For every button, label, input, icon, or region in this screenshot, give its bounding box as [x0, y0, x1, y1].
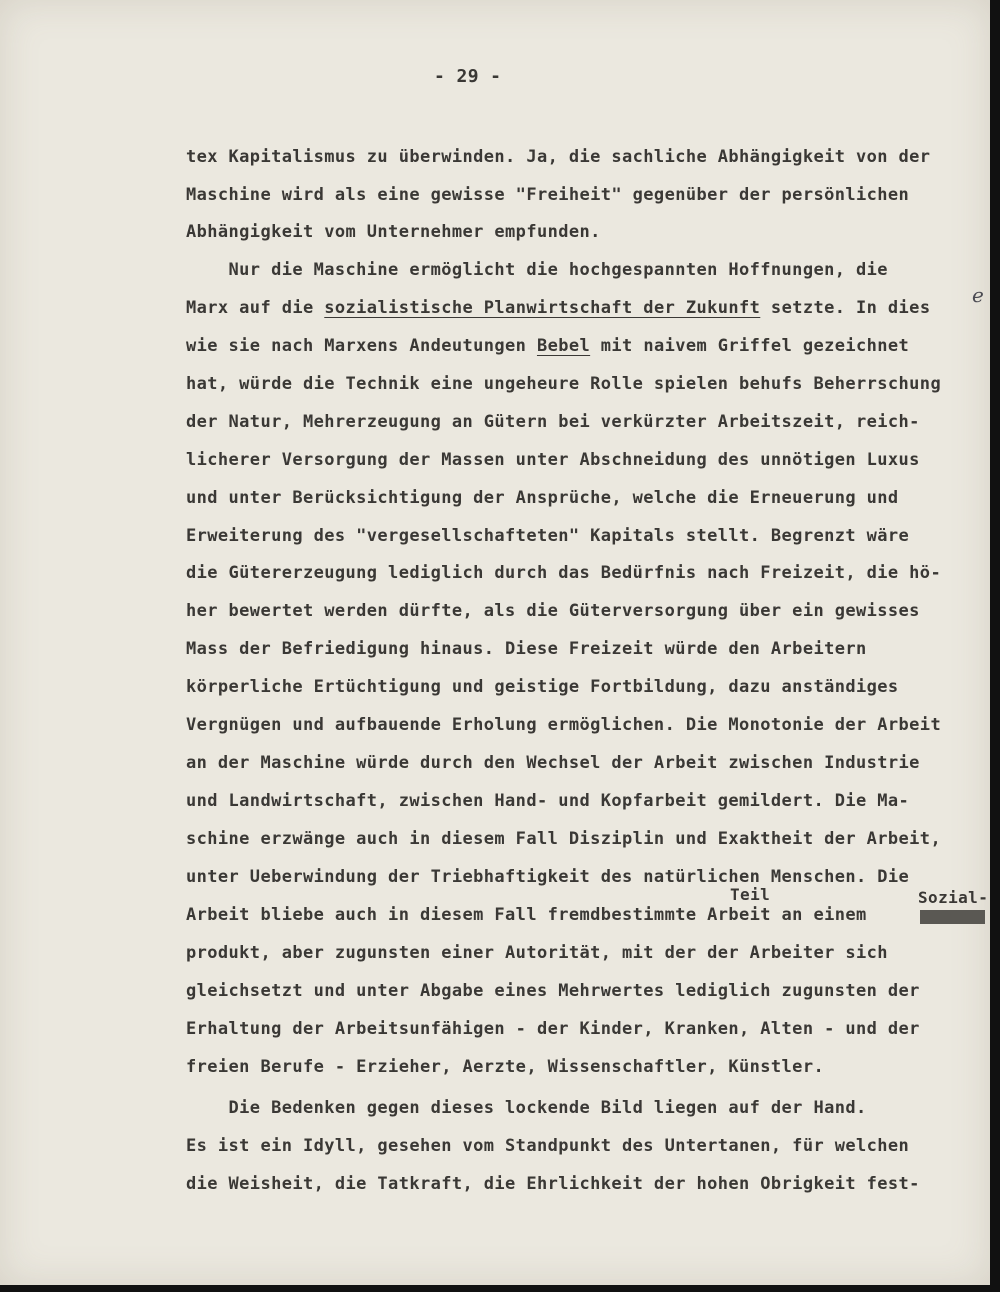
inserted-word-sozial: Sozial- [918, 888, 989, 907]
text-line: Nur die Maschine ermöglicht die hochgespannten Hoffnungen, die [186, 260, 888, 280]
text-line: Arbeit bliebe auch in diesem Fall fremdbestimmte Arbeit an einem [186, 905, 867, 925]
text-line: freien Berufe - Erzieher, Aerzte, Wissenschaftler, Künstler. [186, 1057, 825, 1077]
text-line: Vergnügen und aufbauende Erholung ermöglichen. Die Monotonie der Arbeit [186, 715, 942, 735]
text-segment: mit naivem Griffel gezeichnet [590, 336, 910, 356]
margin-correction-mark: e [972, 283, 984, 307]
text-line: tex Kapitalismus zu überwinden. Ja, die sachliche Abhängigkeit von der [186, 147, 931, 167]
text-line: Maschine wird als eine gewisse "Freiheit" gegenüber der persönlichen [186, 185, 910, 205]
underlined-phrase: sozialistische Planwirtschaft der Zukunft [324, 298, 761, 318]
text-line: produkt, aber zugunsten einer Autorität, mit der der Arbeiter sich [186, 943, 888, 963]
text-line [186, 336, 909, 356]
text-line: die Gütererzeugung lediglich durch das Bedürfnis nach Freizeit, die hö- [186, 563, 942, 583]
text-line: schine erzwänge auch in diesem Fall Disziplin und Exaktheit der Arbeit, [186, 829, 942, 849]
text-segment: setzte. In dies [760, 298, 931, 318]
text-line [186, 298, 930, 318]
text-segment: Marx auf die [186, 298, 325, 318]
text-line: her bewertet werden dürfte, als die Güterversorgung über ein gewisses [186, 601, 920, 621]
text-line: Die Bedenken gegen dieses lockende Bild liegen auf der Hand. [186, 1098, 867, 1118]
text-line: der Natur, Mehrerzeugung an Gütern bei verkürzter Arbeitszeit, reich- [186, 412, 920, 432]
text-line: an der Maschine würde durch den Wechsel der Arbeit zwischen Industrie [186, 753, 920, 773]
struck-out-word [920, 910, 985, 924]
underlined-name: Bebel [536, 336, 591, 356]
scan-border-bottom [0, 1285, 1000, 1292]
text-line: gleichsetzt und unter Abgabe eines Mehrwertes lediglich zugunsten der [186, 981, 920, 1001]
text-line: Abhängigkeit vom Unternehmer empfunden. [186, 222, 601, 242]
text-line: unter Ueberwindung der Triebhaftigkeit des natürlichen Menschen. Die [186, 867, 910, 887]
inserted-word-teil: Teil [730, 885, 771, 904]
text-line: körperliche Ertüchtigung und geistige Fortbildung, dazu anständiges [186, 677, 899, 697]
text-line: hat, würde die Technik eine ungeheure Rolle spielen behufs Beherrschung [186, 374, 942, 394]
text-line: Es ist ein Idyll, gesehen vom Standpunkt des Untertanen, für welchen [186, 1136, 910, 1156]
text-line: Mass der Befriedigung hinaus. Diese Freizeit würde den Arbeitern [186, 639, 867, 659]
text-line: und Landwirtschaft, zwischen Hand- und Kopfarbeit gemildert. Die Ma- [186, 791, 910, 811]
text-line: die Weisheit, die Tatkraft, die Ehrlichkeit der hohen Obrigkeit fest- [186, 1174, 920, 1194]
scan-border-right [990, 0, 1000, 1292]
text-line: und unter Berücksichtigung der Ansprüche, welche die Erneuerung und [186, 488, 899, 508]
page-number: - 29 - [434, 66, 502, 87]
text-segment: wie sie nach Marxens Andeutungen [186, 336, 537, 356]
text-line: Erhaltung der Arbeitsunfähigen - der Kinder, Kranken, Alten - und der [186, 1019, 920, 1039]
text-line: Erweiterung des "vergesellschafteten" Kapitals stellt. Begrenzt wäre [186, 526, 910, 546]
text-line: licherer Versorgung der Massen unter Abschneidung des unnötigen Luxus [186, 450, 920, 470]
